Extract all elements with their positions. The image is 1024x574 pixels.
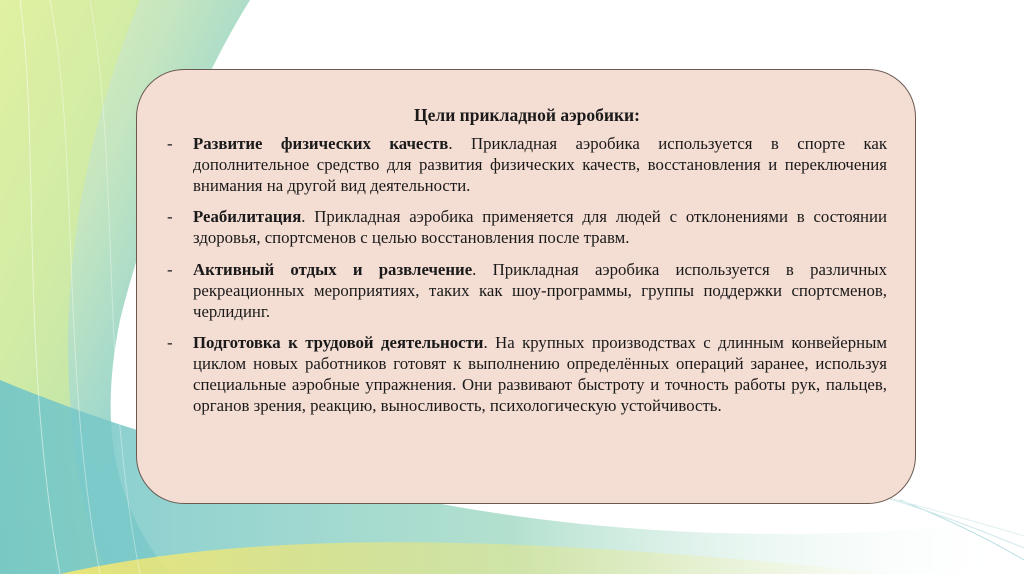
list-item (167, 207, 887, 249)
item-text: . На крупных производствах с длинным конвейерным циклом новых работников готовят к выполнению определённых операций заранее, используя специальные аэробные упражнения. Они развивают быстроту и точность работы рук, пальцев, органов зрения, реакцию, выносливость, психологическую устойчивость. (193, 333, 888, 415)
content-card (136, 69, 916, 504)
item-term: Активный отдых и развлечение (193, 259, 473, 279)
bullet-dash: - (167, 333, 173, 353)
item-term: Развитие физических качеств (193, 134, 449, 153)
goals-list (167, 134, 887, 417)
list-item (167, 333, 887, 416)
slide-title: Цели прикладной аэробики: (414, 105, 640, 125)
item-text: . Прикладная аэробика используется в различных рекреационных мероприятиях, таких как шоу-программы, группы поддержки спортсменов, черлидинг. (193, 259, 887, 321)
item-term: Реабилитация (193, 207, 302, 227)
item-term: Подготовка к трудовой деятельности (193, 333, 484, 353)
bullet-dash: - (167, 259, 173, 279)
bullet-dash: - (167, 207, 173, 227)
item-text: . Прикладная аэробика используется в спорте как дополнительное средство для развития физических качеств, восстановления и переключения внимания на другой вид деятельности. (193, 134, 888, 195)
bullet-dash: - (167, 134, 173, 153)
list-item (167, 260, 887, 322)
item-text: . Прикладная аэробика применяется для людей с отклонениями в состоянии здоровья, спортсменов с целью восстановления после травм. (193, 207, 887, 248)
list-item (167, 134, 887, 196)
